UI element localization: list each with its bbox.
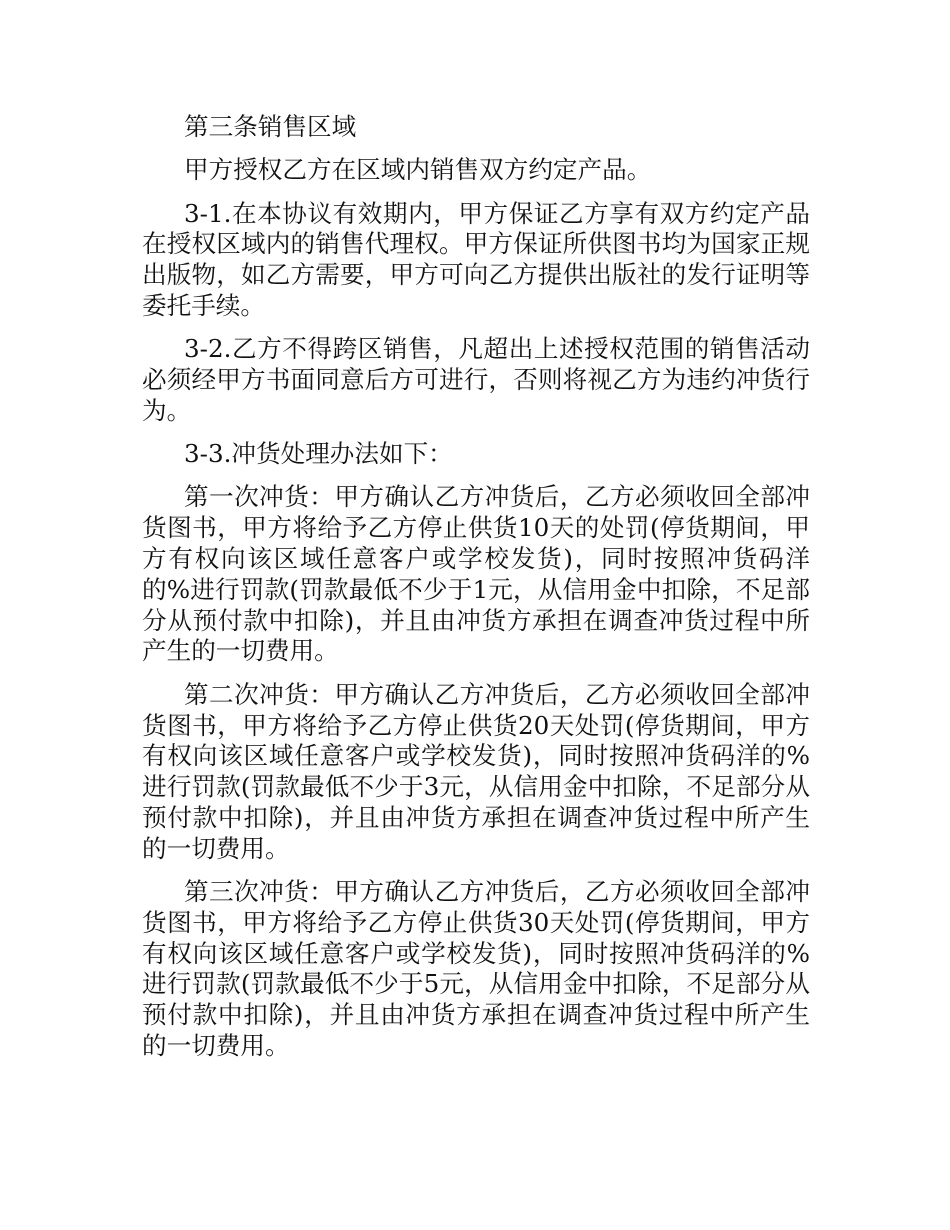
third-violation-paragraph: 第三次冲货：甲方确认乙方冲货后，乙方必须收回全部冲货图书，甲方将给予乙方停止供货30天处罚(停货期间，甲方有权向该区域任意客户或学校发货)，同时按照冲货码洋的%进行罚款(罚款最低不少于5元，从信用金中扣除，不足部分从预付款中扣除)，并且由冲货方承担在调查冲货过程中所产生的一切费用。 (142, 877, 810, 1061)
section-heading: 第三条销售区域 (184, 112, 357, 141)
paragraph-authorization: 甲方授权乙方在区域内销售双方约定产品。 (184, 155, 652, 185)
clause-3-3: 3-3.冲货处理办法如下： (184, 439, 453, 469)
clause-3-1: 3-1.在本协议有效期内，甲方保证乙方享有双方约定产品在授权区域内的销售代理权。甲方保证所供图书均为国家正规出版物，如乙方需要，甲方可向乙方提供出版社的发行证明等委托手续。 (142, 198, 810, 320)
clause-3-2: 3-2.乙方不得跨区销售，凡超出上述授权范围的销售活动必须经甲方书面同意后方可进行，否则将视乙方为违约冲货行为。 (142, 334, 810, 425)
first-violation-paragraph: 第一次冲货：甲方确认乙方冲货后，乙方必须收回全部冲货图书，甲方将给予乙方停止供货10天的处罚(停货期间，甲方有权向该区域任意客户或学校发货)，同时按照冲货码洋的%进行罚款(罚款最低不少于1元，从信用金中扣除，不足部分从预付款中扣除)，并且由冲货方承担在调查冲货过程中所产生的一切费用。 (142, 482, 810, 666)
second-violation-paragraph: 第二次冲货：甲方确认乙方冲货后，乙方必须收回全部冲货图书，甲方将给予乙方停止供货20天处罚(停货期间，甲方有权向该区域任意客户或学校发货)，同时按照冲货码洋的%进行罚款(罚款最低不少于3元，从信用金中扣除，不足部分从预付款中扣除)，并且由冲货方承担在调查冲货过程中所产生的一切费用。 (142, 679, 810, 863)
document-body (142, 112, 810, 1074)
